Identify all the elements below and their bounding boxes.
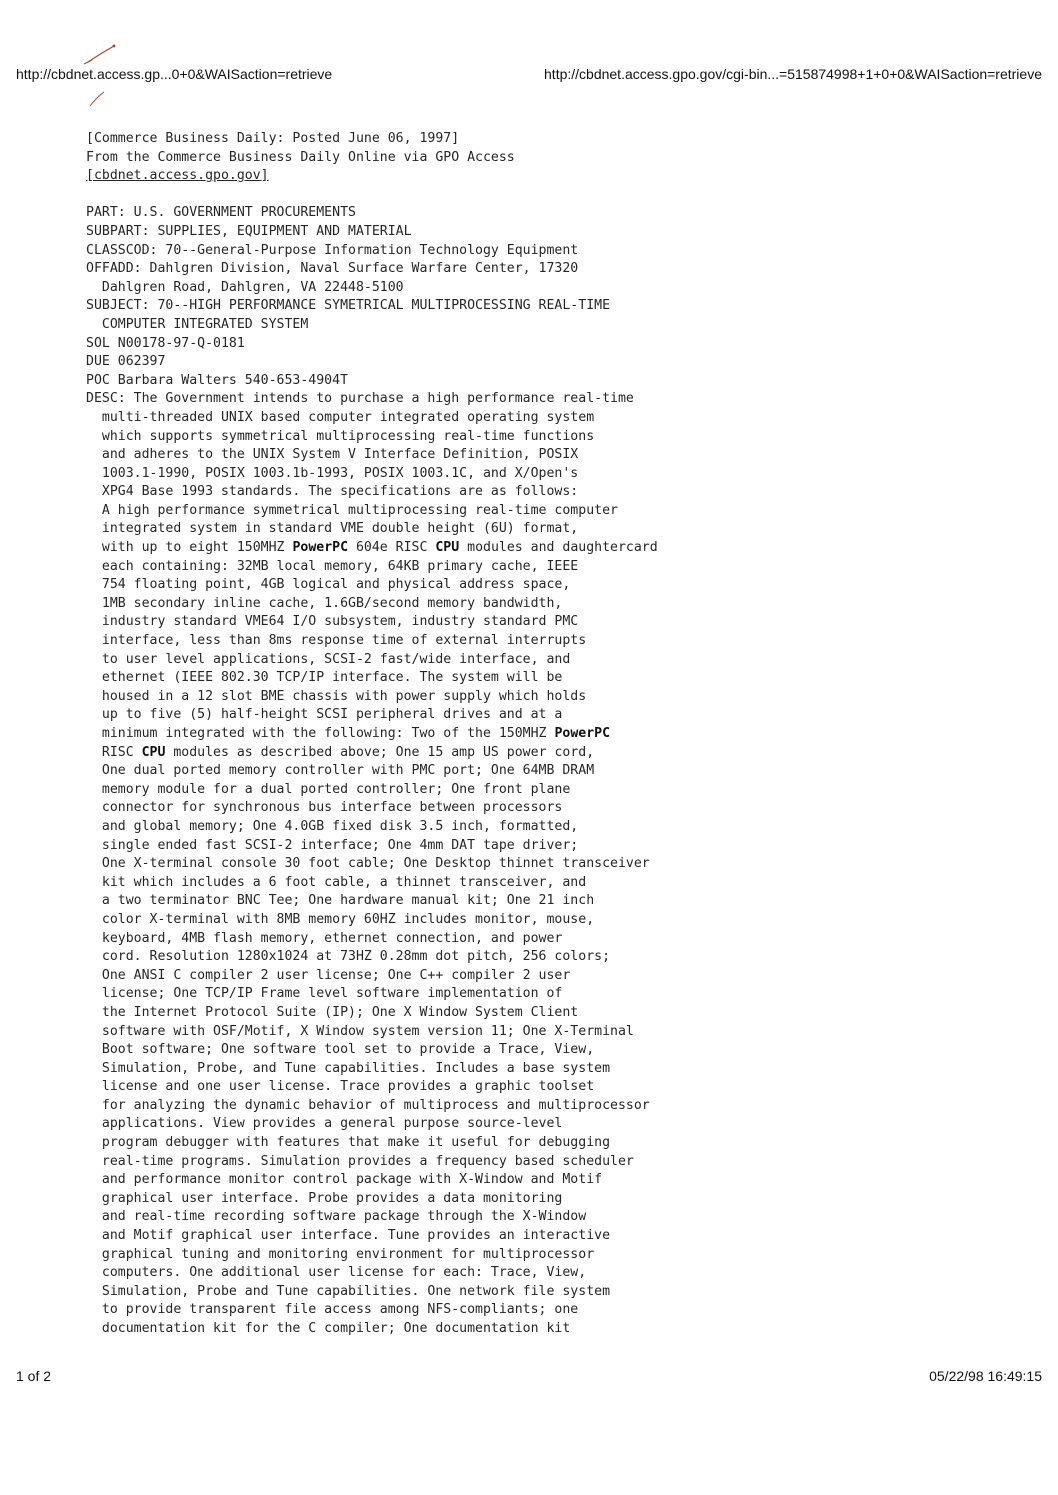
desc-line: 754 floating point, 4GB logical and physical address space, <box>86 577 571 593</box>
header-left-url: http://cbdnet.access.gp...0+0&WAISaction=retrieve <box>16 66 333 82</box>
poc-field: POC Barbara Walters 540-653-4904T <box>86 372 349 388</box>
desc-line: computers. One additional user license for each: Trace, View, <box>86 1265 587 1281</box>
desc-line: color X-terminal with 8MB memory 60HZ includes monitor, mouse, <box>86 911 595 927</box>
desc-line: 1003.1-1990, POSIX 1003.1b-1993, POSIX 1003.1C, and X/Open's <box>86 465 579 481</box>
subpart-field: SUBPART: SUPPLIES, EQUIPMENT AND MATERIAL <box>86 223 412 239</box>
desc-line: integrated system in standard VME double height (6U) format, <box>86 521 579 537</box>
desc-text: with up to eight 150MHZ <box>86 540 293 556</box>
subject-field-line-1: SUBJECT: 70--HIGH PERFORMANCE SYMETRICAL MULTIPROCESSING REAL-TIME <box>86 298 611 314</box>
desc-line: multi-threaded UNIX based computer integrated operating system <box>86 409 595 425</box>
sol-field: SOL N00178-97-Q-0181 <box>86 335 245 351</box>
desc-text: RISC <box>86 744 142 760</box>
desc-line: program debugger with features that make it useful for debugging <box>86 1135 611 1151</box>
highlight-term: PowerPC <box>554 726 611 741</box>
part-field: PART: U.S. GOVERNMENT PROCUREMENTS <box>86 205 356 221</box>
desc-line: applications. View provides a general purpose source-level <box>86 1116 563 1132</box>
subject-field-line-2: COMPUTER INTEGRATED SYSTEM <box>86 316 309 332</box>
desc-line: and adheres to the UNIX System V Interface Definition, POSIX <box>86 447 579 463</box>
highlight-term: CPU <box>435 540 460 556</box>
pen-mark-icon <box>70 40 130 110</box>
desc-line: up to five (5) half-height SCSI peripheral drives and at a <box>86 707 563 723</box>
desc-line: and real-time recording software package through the X-Window <box>86 1209 587 1225</box>
desc-line: and global memory; One 4.0GB fixed disk 3.5 inch, formatted, <box>86 818 579 834</box>
desc-line: real-time programs. Simulation provides a frequency based scheduler <box>86 1153 634 1169</box>
desc-line: Boot software; One software tool set to provide a Trace, View, <box>86 1042 595 1058</box>
desc-text: modules and daughtercard <box>459 540 658 556</box>
desc-line: One ANSI C compiler 2 user license; One C++ compiler 2 user <box>86 967 571 983</box>
desc-line: One X-terminal console 30 foot cable; One Desktop thinnet transceiver <box>86 856 650 872</box>
desc-line: each containing: 32MB local memory, 64KB primary cache, IEEE <box>86 558 579 574</box>
desc-line: graphical tuning and monitoring environment for multiprocessor <box>86 1246 595 1262</box>
desc-text: minimum integrated with the following: Two of the 150MHZ <box>86 726 555 741</box>
desc-line: to provide transparent file access among NFS-compliants; one <box>86 1302 579 1318</box>
intro-line-1: [Commerce Business Daily: Posted June 06, 1997] <box>86 131 460 146</box>
desc-line: ethernet (IEEE 802.30 TCP/IP interface. The system will be <box>86 670 563 686</box>
offadd-field-line-2: Dahlgren Road, Dahlgren, VA 22448-5100 <box>86 279 404 295</box>
source-link[interactable]: [cbdnet.access.gpo.gov] <box>86 168 269 184</box>
desc-line: interface, less than 8ms response time of external interrupts <box>86 633 587 649</box>
desc-line: Simulation, Probe, and Tune capabilities. Includes a base system <box>86 1060 611 1076</box>
desc-line: cord. Resolution 1280x1024 at 73HZ 0.28mm dot pitch, 256 colors; <box>86 949 611 965</box>
desc-line: industry standard VME64 I/O subsystem, industry standard PMC <box>86 614 579 630</box>
desc-line <box>86 725 1026 744</box>
desc-line: license and one user license. Trace provides a graphic toolset <box>86 1079 595 1095</box>
offadd-field-line-1: OFFADD: Dahlgren Division, Naval Surface Warfare Center, 17320 <box>86 261 579 277</box>
desc-line: and performance monitor control package with X-Window and Motif <box>86 1172 603 1188</box>
desc-line: graphical user interface. Probe provides a data monitoring <box>86 1190 563 1206</box>
desc-text: modules as described above; One 15 amp US power cord, <box>165 744 595 760</box>
desc-line: the Internet Protocol Suite (IP); One X Window System Client <box>86 1004 579 1020</box>
desc-line: software with OSF/Motif, X Window system version 11; One X-Terminal <box>86 1023 634 1039</box>
desc-line: 1MB secondary inline cache, 1.6GB/second memory bandwidth, <box>86 595 563 611</box>
highlight-term: CPU <box>141 744 166 760</box>
highlight-term: PowerPC <box>292 540 349 556</box>
document-body <box>86 130 1026 1339</box>
desc-line: a two terminator BNC Tee; One hardware manual kit; One 21 inch <box>86 893 595 909</box>
desc-line: single ended fast SCSI-2 interface; One 4mm DAT tape driver; <box>86 837 579 853</box>
desc-line: and Motif graphical user interface. Tune provides an interactive <box>86 1228 611 1244</box>
desc-line: kit which includes a 6 foot cable, a thinnet transceiver, and <box>86 874 587 890</box>
due-field: DUE 062397 <box>86 354 166 370</box>
desc-line: which supports symmetrical multiprocessing real-time functions <box>86 428 595 444</box>
desc-line: XPG4 Base 1993 standards. The specifications are as follows: <box>86 484 579 500</box>
desc-line: connector for synchronous bus interface between processors <box>86 800 563 816</box>
classcod-field: CLASSCOD: 70--General-Purpose Information Technology Equipment <box>86 242 579 258</box>
desc-line: license; One TCP/IP Frame level software implementation of <box>86 986 563 1002</box>
header-right-url: http://cbdnet.access.gpo.gov/cgi-bin...=515874998+1+0+0&WAISaction=retrieve <box>544 66 1042 82</box>
page-number: 1 of 2 <box>16 1368 52 1384</box>
desc-text: 604e RISC <box>348 540 436 556</box>
desc-line: to user level applications, SCSI-2 fast/wide interface, and <box>86 651 571 667</box>
desc-line: documentation kit for the C compiler; One documentation kit <box>86 1321 571 1336</box>
desc-line: A high performance symmetrical multiprocessing real-time computer <box>86 502 618 518</box>
desc-line: One dual ported memory controller with PMC port; One 64MB DRAM <box>86 763 595 779</box>
desc-line <box>86 539 1026 558</box>
desc-line: keyboard, 4MB flash memory, ethernet connection, and power <box>86 930 563 946</box>
desc-line: DESC: The Government intends to purchase a high performance real-time <box>86 391 634 407</box>
desc-line <box>86 744 1026 763</box>
intro-line-2: From the Commerce Business Daily Online via GPO Access <box>86 149 515 165</box>
desc-line: for analyzing the dynamic behavior of multiprocess and multiprocessor <box>86 1097 650 1113</box>
desc-line: housed in a 12 slot BME chassis with power supply which holds <box>86 688 587 704</box>
desc-line: memory module for a dual ported controller; One front plane <box>86 781 571 797</box>
desc-line: Simulation, Probe and Tune capabilities. One network file system <box>86 1283 611 1299</box>
print-timestamp: 05/22/98 16:49:15 <box>929 1368 1042 1384</box>
